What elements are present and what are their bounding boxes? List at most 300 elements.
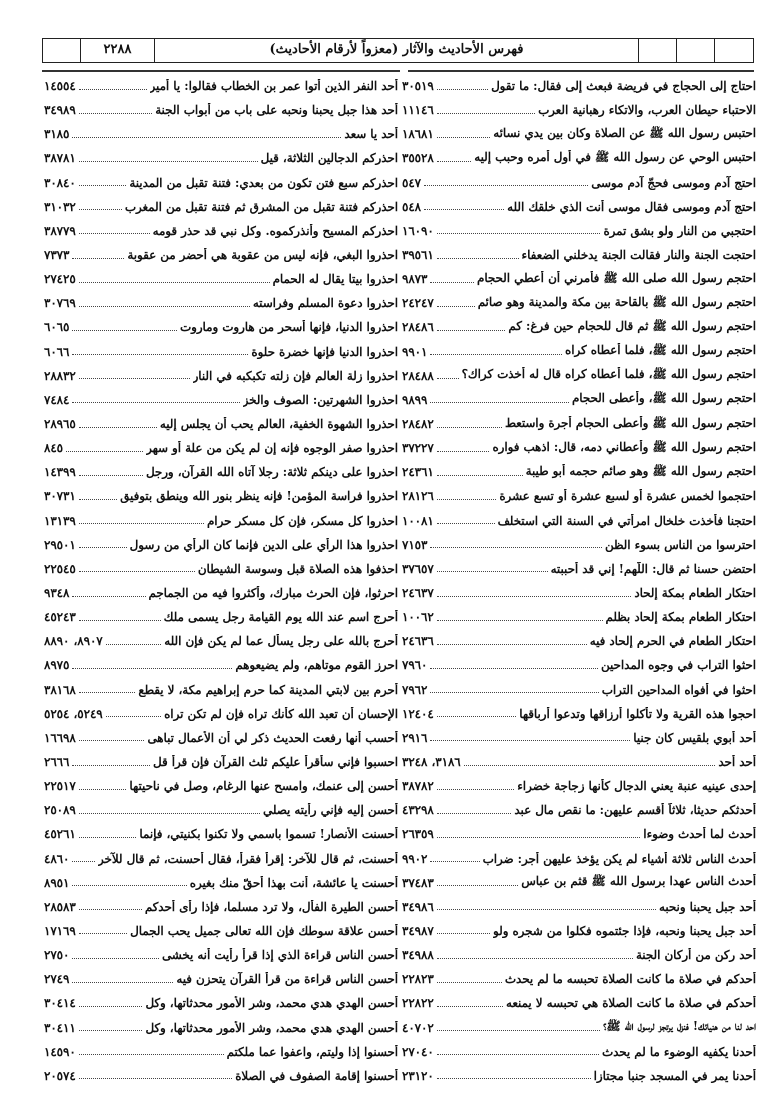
entry-text: الإحسان أن تعبد الله كأنك تراه فإن لم تكن تراه xyxy=(164,706,398,721)
index-entry xyxy=(44,98,398,122)
page-number: ٢٢٨٨ xyxy=(81,39,155,62)
entry-text: احذروا على دينكم ثلاثة: رجلا آتاه الله القرآن، ورجل xyxy=(146,465,398,480)
hadith-number: ٢٨٤٨٨ xyxy=(402,368,434,383)
index-entry xyxy=(44,581,398,605)
hadith-number: ٨٩٥١ xyxy=(44,875,70,890)
header-box xyxy=(639,39,677,62)
entry-text: احتبس رسول الله ﷺ عن الصلاة وكان بين يدي نسائه xyxy=(493,125,756,140)
dot-leader xyxy=(72,137,341,138)
entry-text: أحسن الناس قراءة من قرأ القرآن يتحزن فيه xyxy=(176,972,398,987)
dot-leader xyxy=(430,861,479,862)
index-entry xyxy=(44,774,398,798)
dot-leader xyxy=(79,813,260,814)
dot-leader xyxy=(72,765,150,766)
hadith-number: ٤٣٢٩٨ xyxy=(402,803,434,818)
dot-leader xyxy=(437,499,497,500)
dot-leader xyxy=(437,161,472,162)
entry-text: احذروا صفر الوجوه فإنه إن لم يكن من علة أو سهر xyxy=(146,441,398,456)
index-entry xyxy=(44,919,398,943)
index-entry xyxy=(44,991,398,1015)
dot-leader xyxy=(79,427,157,428)
header-box xyxy=(43,39,81,62)
hadith-number: ١٧١٦٩ xyxy=(44,923,76,938)
index-entry xyxy=(44,895,398,919)
entry-text: أحرج اسم عند الله يوم القيامة رجل يسمى ملك xyxy=(163,610,398,625)
entry-text: احتج آدم وموسى فقال موسى أنت الذي خلقك الله xyxy=(507,199,756,214)
entry-text: احتكار الطعام بمكة إلحاد بظلم xyxy=(605,610,756,625)
hadith-number: ٥٤٨ xyxy=(402,199,422,214)
entry-text: أحدكم في صلاة ما كانت الصلاة تحبسه ما لم يحدث xyxy=(504,972,756,987)
index-entry xyxy=(44,436,398,460)
entry-text: أحد ركن من أركان الجنة xyxy=(635,948,756,963)
entry-text: أحسنوا إقامة الصفوف في الصلاة xyxy=(235,1068,398,1083)
hadith-number: ٩٨٩٩ xyxy=(402,392,428,407)
dot-leader xyxy=(72,596,145,597)
index-entry xyxy=(402,122,756,146)
hadith-number: ٣٠٤١١ xyxy=(44,1020,76,1035)
entry-text: احتجم رسول الله ﷺ، وأعطى الحجام xyxy=(571,391,756,406)
dot-leader xyxy=(430,668,598,669)
dot-leader xyxy=(437,1006,503,1007)
hadith-number: ٨٤٥ xyxy=(44,441,64,456)
dot-leader xyxy=(437,475,523,476)
entry-text: احتجم رسول الله ﷺ وهو صائم حجمه أبو طيبة xyxy=(525,463,756,478)
hadith-number: ٢٩٥٠١ xyxy=(44,537,76,552)
entry-text: أحسنت، ثم قال للآخر: إقرأ فقرأ، فقال أحسنت، ثم قال للآخر xyxy=(98,851,398,866)
entry-text: أحسن إليه فإني رأيته يصلي xyxy=(262,803,398,818)
index-entry xyxy=(44,605,398,629)
hadith-number: ٣٠٧٣١ xyxy=(44,489,76,504)
index-entry xyxy=(402,436,756,460)
hadith-number: ١٤٣٩٩ xyxy=(44,465,76,480)
dot-leader xyxy=(430,740,630,741)
hadith-number: ٤٥٢٦١ xyxy=(44,827,76,842)
index-entry xyxy=(44,726,398,750)
hadith-number: ٣٨٧٧٩ xyxy=(44,223,76,238)
hadith-number: ٣٩٥٦١ xyxy=(402,248,434,263)
hadith-number: ١٦٦٩٨ xyxy=(44,730,76,745)
entry-text: احذروا الشهوة الخفية، العالم يحب أن يجلس إليه xyxy=(159,417,398,432)
entry-text: احتجم رسول الله ﷺ وأعطاني دمه، قال: اذهب فواره xyxy=(492,439,756,454)
entry-text: احتاج إلى الحجاج في فريضة فبعث إلى فقال: ما تقول xyxy=(491,79,756,94)
hadith-number: ٥٤٧ xyxy=(402,175,422,190)
entry-text: احذركم الدجالين الثلاثة، قيل xyxy=(260,151,398,166)
dot-leader xyxy=(72,982,173,983)
entry-text: إحدى عينيه عنبة يعني الدجال كأنها زجاجة خضراء xyxy=(517,779,756,794)
index-entry xyxy=(44,219,398,243)
hadith-number: ٣٤٩٨٨ xyxy=(402,948,434,963)
dot-leader xyxy=(79,306,250,307)
entry-text: احد لنا من هنيائك! فنزل يرتجز لرسول الله ﷺ؟ xyxy=(603,1019,756,1034)
index-entry xyxy=(44,291,398,315)
index-entry xyxy=(402,412,756,436)
hadith-number: ٣٧٢٢٧ xyxy=(402,441,434,456)
entry-text: احتجم رسول الله ﷺ ثم قال للحجام حين فرغ: كم xyxy=(508,318,756,333)
hadith-number: ٢٢٨٢٢ xyxy=(402,996,434,1011)
hadith-number: ٢٢٥٤٥ xyxy=(44,561,76,576)
index-entry xyxy=(402,388,756,412)
entry-text: احذروا الدنيا فإنها خضرة حلوة xyxy=(251,344,398,359)
hadith-number: ٣٧٦٥٧ xyxy=(402,561,434,576)
hadith-number: ٦٠٦٥ xyxy=(44,320,70,335)
hadith-number: ٢٧٥٠ xyxy=(44,948,70,963)
index-entry xyxy=(402,605,756,629)
entry-text: احثوا في أفواه المداحين التراب xyxy=(601,682,756,697)
dot-leader xyxy=(72,668,232,669)
index-entry xyxy=(402,315,756,339)
entry-text: أحسنوا إذا وليتم، واعفوا عما ملكتم xyxy=(226,1044,398,1059)
dot-leader xyxy=(106,716,161,717)
index-entry xyxy=(44,195,398,219)
entry-text: احتكار الطعام بمكة إلحاد xyxy=(634,586,756,601)
dot-leader xyxy=(437,137,491,138)
page-title: فهرس الأحاديث والآثار (معزواً لأرقام الأحاديث) xyxy=(155,39,639,62)
hadith-number: ٧٩٦٢ xyxy=(402,682,428,697)
entry-text: احتج آدم وموسى فحجّ آدم موسى xyxy=(591,175,756,190)
index-entry xyxy=(44,315,398,339)
index-entry xyxy=(402,967,756,991)
entry-text: أحد جبل يحبنا ونحبه، فإذا جئتموه فكلوا من شجره ولو xyxy=(493,923,756,938)
index-entry xyxy=(402,895,756,919)
dot-leader xyxy=(437,378,459,379)
dot-leader xyxy=(437,427,502,428)
dot-leader xyxy=(437,258,519,259)
dot-leader xyxy=(106,644,162,645)
index-entry xyxy=(402,798,756,822)
dot-leader xyxy=(66,451,143,452)
dot-leader xyxy=(437,933,490,934)
entry-text: أحد أبوي بلقيس كان جنيا xyxy=(633,730,756,745)
index-entry xyxy=(402,243,756,267)
dot-leader xyxy=(79,523,204,524)
index-entry xyxy=(44,871,398,895)
entry-text: أحد النفر الذين أتوا عمر بن الخطاب فقالوا: يا أمير xyxy=(149,79,398,94)
entry-text: احتكار الطعام في الحرم إلحاد فيه xyxy=(589,634,756,649)
dot-leader xyxy=(79,789,127,790)
dot-leader xyxy=(79,1078,233,1079)
hadith-number: ٢٧٤٩ xyxy=(44,972,70,987)
entry-text: أحدث الناس ثلاثة أشياء لم يكن يؤخذ عليهن أجر: ضراب xyxy=(482,851,756,866)
index-entry xyxy=(44,847,398,871)
index-entry xyxy=(44,750,398,774)
dot-leader xyxy=(79,378,190,379)
hadith-number: ٧١٥٣ xyxy=(402,537,428,552)
index-entry xyxy=(44,412,398,436)
dot-leader xyxy=(79,282,270,283)
dot-leader xyxy=(430,354,562,355)
entry-text: احذروا فراسة المؤمن! فإنه ينظر بنور الله وينطق بتوفيق xyxy=(120,489,398,504)
hadith-number: ٢٤٣٦١ xyxy=(402,465,434,480)
hadith-number: ٢٢٨٢٣ xyxy=(402,972,434,987)
index-entry xyxy=(402,291,756,315)
entry-text: أحسن إلى عنمك، وامسح عنها الرغام، وصل في ناحيتها xyxy=(129,779,398,794)
hadith-number: ٢٢٥١٧ xyxy=(44,779,76,794)
hadith-number: ٣٠٨٤٠ xyxy=(44,175,76,190)
hadith-number: ٢٨٤٨٢ xyxy=(402,417,434,432)
entry-text: أحسن الناس قراءة الذي إذا قرأ رأيت أنه يخشى xyxy=(161,948,398,963)
index-entry xyxy=(402,1040,756,1064)
index-entry xyxy=(402,460,756,484)
index-entry xyxy=(402,943,756,967)
entry-text: أحسن علاقة سوطك فإن الله تعالى جميل يحب الجمال xyxy=(130,923,398,938)
index-entry xyxy=(402,678,756,702)
index-entry xyxy=(44,533,398,557)
index-entry xyxy=(402,74,756,98)
hadith-number: ٧٩٦٠ xyxy=(402,658,428,673)
dot-leader xyxy=(79,571,195,572)
entry-text: احذركم المسيح وأنذركموه. وكل نبي قد حذر قومه xyxy=(152,223,398,238)
hadith-number: ٢٦٣٥٩ xyxy=(402,827,434,842)
index-entry xyxy=(44,267,398,291)
index-entry xyxy=(44,460,398,484)
hadith-number: ٢٨٩٦٥ xyxy=(44,417,76,432)
index-entry xyxy=(402,267,756,291)
index-entry xyxy=(44,74,398,98)
index-entry xyxy=(402,219,756,243)
hadith-number: ١١١٤٦ xyxy=(402,103,434,118)
dot-leader xyxy=(437,1054,599,1055)
index-entry xyxy=(44,340,398,364)
dot-leader xyxy=(79,1030,143,1031)
entry-text: احذروا هذا الرأي على الدين فإنما كان الرأي من رسول xyxy=(129,537,398,552)
dot-leader xyxy=(79,161,258,162)
index-entry xyxy=(44,171,398,195)
entry-text: احذركم فتنة تقبل من المشرق ثم فتنة تقبل من المغرب xyxy=(124,199,398,214)
dot-leader xyxy=(437,958,633,959)
hadith-number: ٧٤٨٤ xyxy=(44,392,70,407)
dot-leader xyxy=(79,620,161,621)
index-entry xyxy=(44,243,398,267)
dot-leader xyxy=(79,837,137,838)
hadith-number: ٣٠٤١٤ xyxy=(44,996,76,1011)
index-entry xyxy=(402,702,756,726)
hadith-number: ٣٠٧٦٩ xyxy=(44,296,76,311)
hadith-number: ٣٤٩٨٧ xyxy=(402,923,434,938)
index-entry xyxy=(402,195,756,219)
hadith-number: ١٤٥٩٠ xyxy=(44,1044,76,1059)
dot-leader xyxy=(79,475,143,476)
index-entry xyxy=(402,581,756,605)
dot-leader xyxy=(72,258,124,259)
hadith-number: ٤٨٦٠ xyxy=(44,851,70,866)
hadith-number: ٢٧٠٤٠ xyxy=(402,1044,434,1059)
entry-text: احذروا الشهرتين: الصوف والخز xyxy=(242,392,398,407)
entry-text: أحسنت يا عائشة، أنت بهذا أحقّ منك بغيره xyxy=(189,875,398,890)
hadith-number: ٧٣٧٣ xyxy=(44,248,70,263)
index-entry xyxy=(44,702,398,726)
index-entry xyxy=(402,484,756,508)
header-rule-right xyxy=(408,70,754,72)
dot-leader xyxy=(79,209,122,210)
hadith-number: ٩٩٠١ xyxy=(402,344,428,359)
index-entry xyxy=(402,847,756,871)
hadith-number: ٣١٠٣٢ xyxy=(44,199,76,214)
dot-leader xyxy=(79,1006,143,1007)
entry-text: احذروا دعوة المسلم وفراسته xyxy=(252,296,398,311)
entry-text: أحد هذا جبل يحبنا ونحبه على باب من أبواب الجنة xyxy=(155,103,398,118)
dot-leader xyxy=(437,885,519,886)
index-entry xyxy=(44,484,398,508)
entry-text: احجوا هذه القرية ولا تأكلوا أرزاقها وتدعوا أرباقها xyxy=(519,706,756,721)
dot-leader xyxy=(464,765,716,766)
entry-text: احتجم رسول الله ﷺ، فلما أعطاه كراه قال له أخذت كراك؟ xyxy=(461,367,756,382)
hadith-number: ٣٤٩٨٦ xyxy=(402,899,434,914)
dot-leader xyxy=(437,620,603,621)
hadith-number: ١٨٦٨١ xyxy=(402,127,434,142)
dot-leader xyxy=(437,909,656,910)
index-entry xyxy=(402,340,756,364)
dot-leader xyxy=(430,402,569,403)
entry-text: احذركم سبع فتن تكون من بعدي: فتنة تقبل من المدينة xyxy=(129,175,398,190)
dot-leader xyxy=(437,716,517,717)
entry-text: الاحتباء حيطان العرب، والاتكاء رهبانية العرب xyxy=(538,103,756,118)
dot-leader xyxy=(437,89,488,90)
entry-text: احتجت الجنة والنار فقالت الجنة يدخلني الضعفاء xyxy=(521,248,756,263)
dot-leader xyxy=(424,185,588,186)
index-entry xyxy=(402,871,756,895)
dot-leader xyxy=(79,233,150,234)
hadith-number: ٣٠٥١٩ xyxy=(402,79,434,94)
index-entry xyxy=(44,678,398,702)
index-entry xyxy=(44,388,398,412)
hadith-number: ٢٤٦٣٧ xyxy=(402,586,434,601)
dot-leader xyxy=(437,789,515,790)
dot-leader xyxy=(437,1030,600,1031)
entry-text: أحد أحد xyxy=(718,755,756,769)
entry-text: احذروا بيتا يقال له الحمام xyxy=(272,272,398,287)
index-entry xyxy=(402,364,756,388)
index-entry xyxy=(402,1015,756,1039)
index-entry xyxy=(402,726,756,750)
dot-leader xyxy=(424,209,504,210)
index-entry xyxy=(402,509,756,533)
entry-text: احسبوا فإني سأقرأ عليكم ثلث القرآن فإن قرأ قل xyxy=(153,755,398,769)
index-entry xyxy=(402,98,756,122)
entry-text: احتبس الوحي عن رسول الله ﷺ في أول أمره وحبب إليه xyxy=(474,149,756,164)
dot-leader xyxy=(72,958,159,959)
entry-text: احذروا البغي، فإنه ليس من عقوبة هي أحضر من عقوبة xyxy=(127,248,398,263)
header-rule-left xyxy=(42,70,400,72)
index-entry xyxy=(402,822,756,846)
index-entry xyxy=(44,943,398,967)
index-entry xyxy=(402,774,756,798)
hadith-number: ١٣١٣٩ xyxy=(44,513,76,528)
hadith-number: ٢٤٢٤٧ xyxy=(402,296,434,311)
index-entry xyxy=(44,1064,398,1088)
hadith-number: ٣٤٩٨٩ xyxy=(44,103,76,118)
hadith-number: ٢٩١٦ xyxy=(402,730,428,745)
index-entry xyxy=(44,629,398,653)
index-entry xyxy=(44,1040,398,1064)
hadith-number: ٣١٨٦، ٣٢٤٨ xyxy=(402,755,461,769)
dot-leader xyxy=(437,330,506,331)
hadith-number: ٢٨٥٨٣ xyxy=(44,899,76,914)
index-entry xyxy=(402,533,756,557)
entry-text: أحدكم في صلاة ما كانت الصلاة هي تحبسه لا يمنعه xyxy=(506,996,756,1011)
hadith-number: ٢٣١٢٠ xyxy=(402,1068,434,1083)
dot-leader xyxy=(437,451,490,452)
index-entry xyxy=(44,822,398,846)
hadith-number: ٩٣٤٨ xyxy=(44,586,70,601)
hadith-number: ٦٠٦٦ xyxy=(44,344,70,359)
index-entry xyxy=(402,171,756,195)
hadith-number: ٤٠٧٠٢ xyxy=(402,1020,434,1035)
index-entry xyxy=(44,1015,398,1039)
dot-leader xyxy=(437,571,548,572)
hadith-number: ٢٥٠٨٩ xyxy=(44,803,76,818)
page-header xyxy=(42,38,754,63)
dot-leader xyxy=(437,596,632,597)
index-entry xyxy=(44,798,398,822)
entry-text: أحسنت الأنصار! تسموا باسمي ولا تكنوا بكنيتي، فإنما xyxy=(139,827,398,842)
entry-text: أحد جبل يحبنا ونحبه xyxy=(659,899,756,914)
hadith-number: ٣٨١٦٨ xyxy=(44,682,76,697)
dot-leader xyxy=(72,402,239,403)
dot-leader xyxy=(72,885,186,886)
hadith-number: ٣١٨٥ xyxy=(44,127,70,142)
dot-leader xyxy=(437,113,535,114)
dot-leader xyxy=(430,282,474,283)
index-entry xyxy=(44,364,398,388)
index-entry xyxy=(402,1064,756,1088)
entry-text: احتجم رسول الله ﷺ وأعطى الحجام أجرة واستعط xyxy=(504,415,756,430)
dot-leader xyxy=(79,89,147,90)
hadith-number: ٩٩٠٢ xyxy=(402,851,428,866)
entry-text: احتجبي من النار ولو بشق تمرة xyxy=(603,223,756,238)
entry-text: أحدنا يكفيه الوضوء ما لم يحدث xyxy=(601,1044,756,1059)
index-entry xyxy=(44,146,398,170)
hadith-number: ٢٠٥٧٤ xyxy=(44,1068,76,1083)
index-entry xyxy=(44,509,398,533)
hadith-number: ٥٢٤٩، ٥٢٥٤ xyxy=(44,706,103,721)
index-entry xyxy=(402,557,756,581)
dot-leader xyxy=(79,499,117,500)
hadith-number: ١٤٥٥٤ xyxy=(44,79,76,94)
right-column xyxy=(402,74,756,1088)
hadith-number: ٤٥٢٤٣ xyxy=(44,610,76,625)
dot-leader xyxy=(72,354,248,355)
index-entry xyxy=(44,967,398,991)
dot-leader xyxy=(79,547,127,548)
hadith-number: ١٠٠٦٢ xyxy=(402,610,434,625)
hadith-number: ٢٦٦٦ xyxy=(44,755,70,769)
index-entry xyxy=(402,653,756,677)
entry-text: أحدث لما أحدث وضوءا xyxy=(643,827,756,842)
entry-text: أحسن الهدي هدي محمد، وشر الأمور محدثاتها، وكل xyxy=(145,1020,398,1035)
dot-leader xyxy=(437,233,601,234)
hadith-number: ٢٨٤٨٦ xyxy=(402,320,434,335)
header-box xyxy=(715,39,753,62)
entry-text: أحد يا سعد xyxy=(344,127,398,142)
entry-text: أحسن الطيرة الفأل، ولا ترد مسلما، فإذا رأى أحدكم xyxy=(144,899,398,914)
dot-leader xyxy=(79,1054,224,1055)
dot-leader xyxy=(437,837,641,838)
dot-leader xyxy=(437,306,475,307)
dot-leader xyxy=(72,861,95,862)
dot-leader xyxy=(79,909,142,910)
index-entry xyxy=(44,653,398,677)
hadith-number: ١٦٠٩٠ xyxy=(402,223,434,238)
dot-leader xyxy=(437,523,495,524)
entry-text: أحرم بين لابتي المدينة كما حرم إبراهيم مكة، لا يقطع xyxy=(138,682,398,697)
index-entry xyxy=(44,557,398,581)
dot-leader xyxy=(430,692,598,693)
hadith-number: ٣٥٥٢٨ xyxy=(402,151,434,166)
hadith-number: ٣٧٤٨٣ xyxy=(402,875,434,890)
index-entry xyxy=(402,750,756,774)
entry-text: احرثوا، فإن الحرث مبارك، وأكثروا فيه من الجماجم xyxy=(148,586,398,601)
entry-text: احتجموا لخمس عشرة أو لسبع عشرة أو تسع عشرة xyxy=(499,489,756,504)
